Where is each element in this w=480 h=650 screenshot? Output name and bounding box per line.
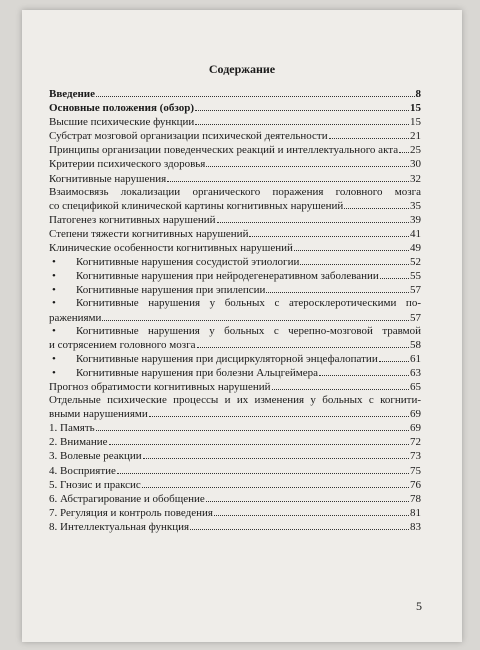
dot-leader [300,255,409,265]
dot-leader [197,338,410,348]
table-of-contents [49,87,421,534]
toc-entry [49,269,421,283]
toc-entry [49,213,421,227]
toc-entry-page: 30 [410,158,421,171]
toc-entry-label: со спецификой клинической картины когнитивных нарушений [49,199,344,212]
bullet-icon: • [52,270,56,283]
toc-entry-label: и сотрясением головного мозга [49,338,196,351]
toc-entry-page: 65 [410,380,421,393]
toc-entry-page: 83 [410,520,421,533]
bullet-icon: • [52,352,56,365]
toc-entry-page: 76 [410,478,421,491]
toc-entry-page: 73 [410,450,421,463]
bullet-icon: • [52,284,56,297]
toc-entry-label: Высшие психические функции [49,116,195,129]
toc-entry-page: 61 [410,352,421,365]
toc-entry-label: Введение [49,88,96,100]
toc-entry-label: 4. Восприятие [49,464,116,477]
toc-entry [49,101,421,115]
dot-leader [195,101,409,111]
toc-entry-page: 8 [415,88,421,100]
toc-entry [49,241,421,255]
toc-entry-label: Прогноз обратимости когнитивных нарушений [49,380,271,393]
toc-entry-label: 1. Память [49,422,95,435]
dot-leader [102,311,409,321]
toc-entry [49,283,421,297]
toc-entry [49,297,421,324]
dot-leader [214,506,409,516]
toc-entry-page: 15 [410,116,421,129]
toc-entry [49,421,421,435]
toc-entry-label: Субстрат мозговой организации психической деятельности [49,130,328,143]
toc-entry-label: 5. Гнозис и праксис [49,478,141,491]
toc-entry-label: Степени тяжести когнитивных нарушений [49,227,249,240]
dot-leader [329,129,409,139]
toc-entry-page: 69 [410,408,421,421]
toc-entry-page: 63 [410,366,421,379]
toc-entry [49,255,421,269]
toc-entry-page: 52 [410,256,421,269]
page-title: Содержание [208,62,276,76]
toc-entry [49,464,421,478]
toc-entry-page: 35 [410,199,421,212]
dot-leader [399,143,409,153]
dot-leader [190,520,409,530]
toc-entry-page: 15 [410,102,421,115]
toc-entry [49,227,421,241]
toc-entry-label: вными нарушениями [49,408,148,421]
toc-entry-label: ражениями [49,311,102,324]
toc-entry [49,157,421,171]
toc-entry [49,380,421,394]
dot-leader [96,421,409,431]
dot-leader [380,269,409,279]
toc-entry [49,172,421,186]
toc-entry [49,478,421,492]
toc-entry [49,520,421,534]
bullet-icon: • [52,324,56,337]
dot-leader [96,87,414,97]
dot-leader [379,352,409,362]
toc-entry-label: Клинические особенности когнитивных нарушений [49,242,293,255]
dot-leader [167,172,409,182]
toc-entry-page: 39 [410,213,421,226]
bullet-icon: • [52,366,56,379]
toc-entry-page: 55 [410,270,421,283]
toc-entry [49,449,421,463]
book-page [22,10,462,642]
toc-entry-page: 78 [410,492,421,505]
toc-entry-page: 57 [410,284,421,297]
toc-entry-label-line1: Когнитивные нарушения у больных с атеросклеротическими по- [76,297,421,310]
toc-entry-label: Когнитивные нарушения [49,172,167,185]
toc-entry [49,87,421,101]
toc-entry [49,366,421,380]
toc-entry [49,492,421,506]
toc-entry-label-line1: Отдельные психические процессы и их изменения у больных с когнити- [49,394,421,407]
dot-leader [266,283,409,293]
dot-leader [143,449,409,459]
toc-entry [49,115,421,129]
dot-leader [217,213,409,223]
dot-leader [149,407,409,417]
toc-entry-label: Патогенез когнитивных нарушений [49,213,216,226]
toc-entry-label: Принципы организации поведенческих реакций и интеллектуального акта [49,144,399,157]
toc-entry-page: 58 [410,338,421,351]
dot-leader [272,380,409,390]
toc-entry-label: 8. Интеллектуальная функция [49,520,190,533]
toc-entry-page: 41 [410,227,421,240]
toc-entry-label: Когнитивные нарушения при болезни Альцгеймера [76,366,318,379]
toc-entry-page: 25 [410,144,421,157]
toc-entry-page: 75 [410,464,421,477]
toc-entry-label-line1: Взаимосвязь локализации органического поражения головного мозга [49,185,421,198]
toc-entry [49,435,421,449]
dot-leader [206,157,409,167]
toc-entry-label: Когнитивные нарушения при эпилепсии [76,284,266,297]
toc-entry-label: 3. Волевые реакции [49,450,142,463]
dot-leader [319,366,409,376]
toc-entry-page: 72 [410,436,421,449]
toc-entry-label: Основные положения (обзор) [49,102,194,115]
dot-leader [142,478,409,488]
toc-entry [49,143,421,157]
toc-entry-page: 49 [410,242,421,255]
toc-entry-label: 2. Внимание [49,436,108,449]
toc-entry-label: Когнитивные нарушения при нейродегенеративном заболевании [76,270,379,283]
toc-entry-page: 81 [410,506,421,519]
dot-leader [195,115,409,125]
toc-entry-label: 7. Регуляция и контроль поведения [49,506,213,519]
dot-leader [344,199,409,209]
dot-leader [249,227,409,237]
toc-entry-label: 6. Абстрагирование и обобщение [49,492,205,505]
toc-entry-label: Когнитивные нарушения при дисциркуляторной энцефалопатии [76,352,378,365]
bullet-icon: • [52,297,56,310]
toc-entry-page: 21 [410,130,421,143]
toc-entry-label: Критерии психического здоровья [49,158,206,171]
toc-entry-page: 32 [410,172,421,185]
toc-entry [49,129,421,143]
toc-entry-label: Когнитивные нарушения сосудистой этиологии [76,256,300,269]
toc-entry [49,394,421,421]
bullet-icon: • [52,256,56,269]
dot-leader [109,435,409,445]
dot-leader [294,241,409,251]
toc-entry-page: 69 [410,422,421,435]
toc-entry [49,352,421,366]
toc-entry [49,186,421,213]
toc-entry-page: 57 [410,311,421,324]
toc-entry-label-line1: Когнитивные нарушения у больных с черепно-мозговой травмой [76,324,421,337]
toc-entry [49,506,421,520]
dot-leader [206,492,409,502]
page-number: 5 [416,599,422,613]
dot-leader [117,464,409,474]
toc-entry [49,325,421,352]
